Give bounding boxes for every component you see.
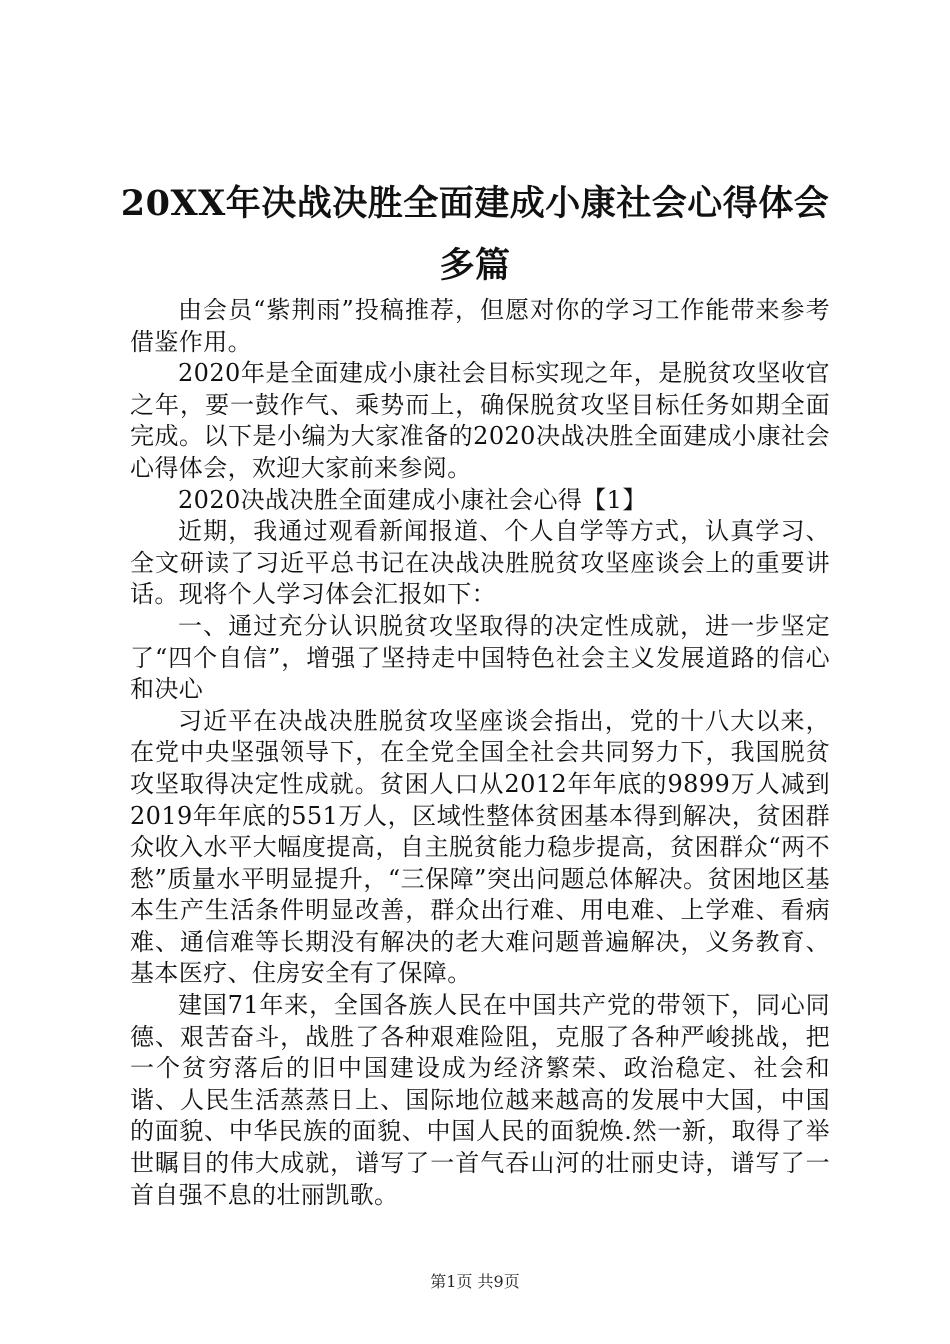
document-title-line-2: 多篇 (439, 245, 511, 286)
section-heading: 2020决战决胜全面建成小康社会心得【1】 (178, 485, 647, 514)
document-title-line-1: 20XX年决战决胜全面建成小康社会心得体会 (120, 183, 830, 224)
page-footer: 第1页 共9页 (430, 1272, 520, 1291)
subheading: 一、通过充分认识脱贫攻坚取得的决定性成就，进一步坚定了“四个自信”，增强了坚持走中国特色社会主义发展道路的信心和决心 (130, 611, 830, 704)
paragraph: 习近平在决战决胜脱贫攻坚座谈会指出，党的十八大以来，在党中央坚强领导下，在全党全国全社会共同努力下，我国脱贫攻坚取得决定性成就。贫困人口从2012年年底的9899万人减到2019年年底的551万人，区域性整体贫困基本得到解决，贫困群众收入水平大幅度提高，自主脱贫能力稳步提高，贫困群众“两不愁”质量水平明显提升，“三保障”突出问题总体解决。贫困地区基本生产生活条件明显改善，群众出行难、用电难、上学难、看病难、通信难等长期没有解决的老大难问题普遍解决，义务教育、基本医疗、住房安全有了保障。 (130, 706, 830, 988)
document-body (130, 295, 830, 1211)
paragraph-intro: 由会员“紫荆雨”投稿推荐，但愿对你的学习工作能带来参考借鉴作用。 (130, 296, 830, 356)
paragraph: 建国71年来，全国各族人民在中国共产党的带领下，同心同德、艰苦奋斗，战胜了各种艰难险阻，克服了各种严峻挑战，把一个贫穷落后的旧中国建设成为经济繁荣、政治稳定、社会和谐、人民生活蒸蒸日上、国际地位越来越高的发展中大国，中国的面貌、中华民族的面貌、中国人民的面貌焕.然一新，取得了举世瞩目的伟大成就，谱写了一首气吞山河的壮丽史诗，谱写了一首自强不息的壮丽凯歌。 (130, 991, 830, 1209)
paragraph-summary: 2020年是全面建成小康社会目标实现之年，是脱贫攻坚收官之年，要一鼓作气、乘势而上，确保脱贫攻坚目标任务如期全面完成。以下是小编为大家准备的2020决战决胜全面建成小康社会心得体会，欢迎大家前来参阅。 (130, 359, 830, 482)
paragraph: 近期，我通过观看新闻报道、个人自学等方式，认真学习、全文研读了习近平总书记在决战决胜脱贫攻坚座谈会上的重要讲话。现将个人学习体会汇报如下： (130, 517, 830, 609)
